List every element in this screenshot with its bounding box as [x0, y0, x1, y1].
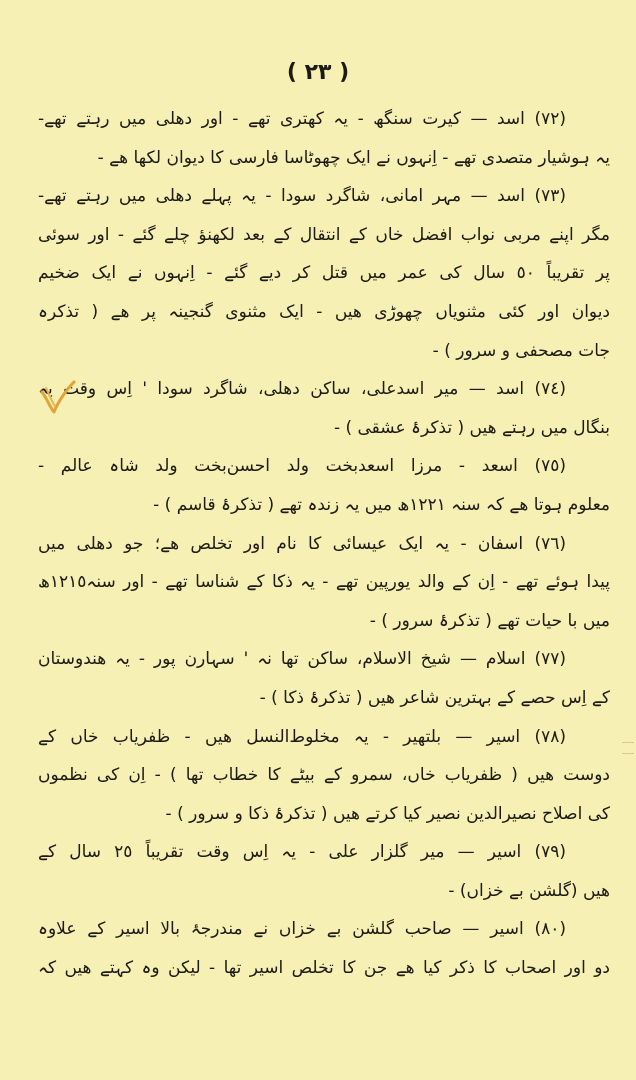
- text-line: (٧٦) اسفان - یہ ایک عیسائی کا نام اور تخلص ھے؛ جو دھلی میں: [38, 533, 566, 554]
- text-line: (٧٩) اسیر — میر گلزار علی - یہ اِس وقت تقریباً ٢٥ سال کے: [38, 842, 566, 863]
- handwritten-tick-mark: [38, 378, 78, 418]
- margin-mark: [622, 742, 634, 754]
- text-line: بنگال میں رہتے ھیں ( تذکرۂ عشقی ) -: [333, 417, 610, 438]
- text-line: (٧٨) اسیر — بلتھیر - یہ مخلوط‌النسل ھیں - ظفریاب خاں کے: [38, 726, 566, 747]
- text-line: (٧٧) اسلام — شیخ الاسلام، ساکن تھا نہ ' سہارن پور - یہ ھندوستان: [38, 649, 566, 670]
- text-line: جات مصحفی و سرور ) -: [432, 340, 610, 361]
- text-line: کے اِس حصے کے بہترین شاعر ھیں ( تذکرۂ ذکا ) -: [259, 687, 610, 708]
- text-line: (٧٥) اسعد - مرزا اسعدبخت ولد احسن‌بخت ولد شاہ عالم -: [38, 456, 566, 477]
- text-line: میں با حیات تھے ( تذکرۂ سرور ) -: [369, 610, 610, 631]
- text-line: (٧٤) اسد — میر اسدعلی، ساکن دھلی، شاگرد سودا ' اِس وقت یہ: [38, 379, 566, 400]
- page-number: ( ٢٣ ): [286, 60, 350, 85]
- text-line: دوست ھیں ( ظفریاب خاں، سمرو کے بیٹے کا خطاب تھا ) - اِن کی نظموں: [38, 765, 610, 786]
- text-line: پر تقریباً ٥٠ سال کی عمر میں قتل کر دیے گئے - اِنہوں نے ایک ضخیم: [38, 263, 610, 284]
- page-text: [38, 100, 610, 988]
- text-line: کی اصلاح نصیرالدین نصیر کیا کرتے ھیں ( تذکرۂ ذکا و سرور ) -: [165, 803, 610, 824]
- text-line: دیوان اور کئی مثنویاں چھوڑی ھیں - ایک مثنوی گنجینہ پر ھے ( تذکرہ: [38, 301, 610, 322]
- text-line: دو اور اصحاب کا ذکر کیا ھے جن کا تخلص اسیر تھا - لیکن وہ کہتے ھیں کہ: [38, 958, 610, 979]
- text-line: مگر اپنے مربی نواب افضل خاں کے انتقال کے بعد لکھنؤ چلے گئے - اور سوئی: [38, 224, 610, 245]
- text-line: ھیں (گلشن بے خزاں) -: [448, 880, 610, 901]
- text-line: معلوم ہوتا ھے کہ سنہ ١٢٢١ھ میں یہ زندہ تھے ( تذکرۂ قاسم ) -: [153, 494, 610, 515]
- text-line: پیدا ہوئے تھے - اِن کے والد یورپین تھے - یہ ذکا کے شناسا تھے - اور سنہ١٢١٥ھ: [38, 572, 610, 593]
- text-line: یہ ہوشیار متصدی تھے - اِنہوں نے ایک چھوٹاسا فارسی کا دیوان لکھا ھے -: [97, 147, 610, 168]
- text-line: (٨٠) اسیر — صاحب گلشن بے خزاں نے مندرجۂ بالا اسیر کے علاوہ: [38, 919, 566, 940]
- text-line: (٧٢) اسد — کیرت سنگھ - یہ کھتری تھے - اور دھلی میں رہتے تھے-: [38, 109, 566, 129]
- text-line: (٧٣) اسد — مہر امانی، شاگرد سودا - یہ پہلے دھلی میں رہتے تھے-: [38, 186, 566, 207]
